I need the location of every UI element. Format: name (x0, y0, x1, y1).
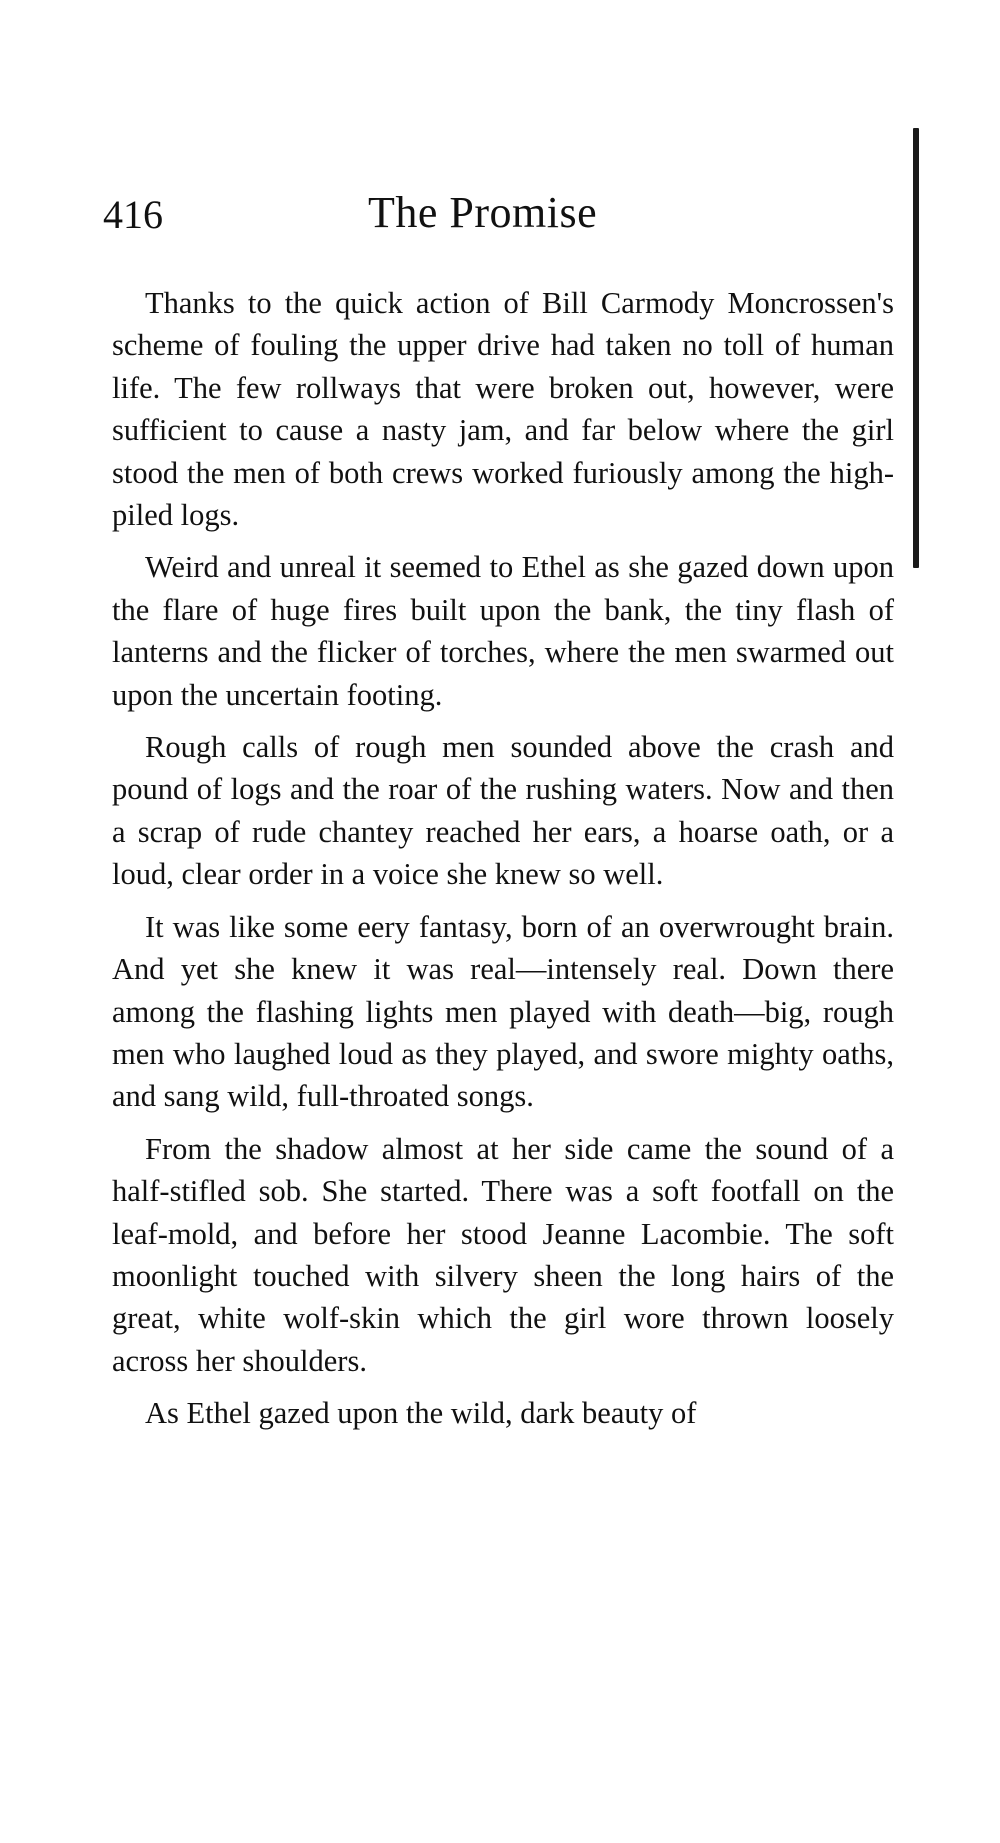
paragraph-4: It was like some eery fantasy, born of an overwrought brain. And yet she knew it was real—intensely real. Down there among the flashing lights men played with death—big, rough men who laughed loud as they played, and swore mighty oaths, and sang wild, full-throated songs. (112, 909, 894, 1114)
margin-rule (913, 128, 919, 568)
paragraph-2: Weird and unreal it seemed to Ethel as she gazed down upon the flare of huge fires built upon the bank, the tiny flash of lanterns and the flicker of torches, where the men swarmed out upon the uncertain footing. (112, 550, 894, 712)
paragraph-5: From the shadow almost at her side came the sound of a half-stifled sob. She started. There was a soft footfall on the leaf-mold, and before her stood Jeanne Lacombie. The soft moonlight touched with silvery sheen the long hairs of the great, white wolf-skin which the girl wore thrown loosely across her shoulders. (112, 1131, 894, 1378)
body-text (112, 282, 894, 1435)
paragraph-1: Thanks to the quick action of Bill Carmody Moncrossen's scheme of fouling the upper drive had taken no toll of human life. The few rollways that were broken out, however, were sufficient to cause a nasty jam, and far below where the girl stood the men of both crews worked furiously among the high-piled logs. (112, 286, 894, 533)
paragraph-6-fragment: As Ethel gazed upon the wild, dark beauty of (145, 1396, 697, 1431)
page-header (103, 190, 883, 250)
paragraph-3: Rough calls of rough men sounded above the crash and pound of logs and the roar of the rushing waters. Now and then a scrap of rude chantey reached her ears, a hoarse oath, or a loud, clear order in a voice she knew so well. (112, 730, 894, 892)
page-number: 416 (103, 192, 163, 237)
running-title: The Promise (368, 188, 598, 237)
